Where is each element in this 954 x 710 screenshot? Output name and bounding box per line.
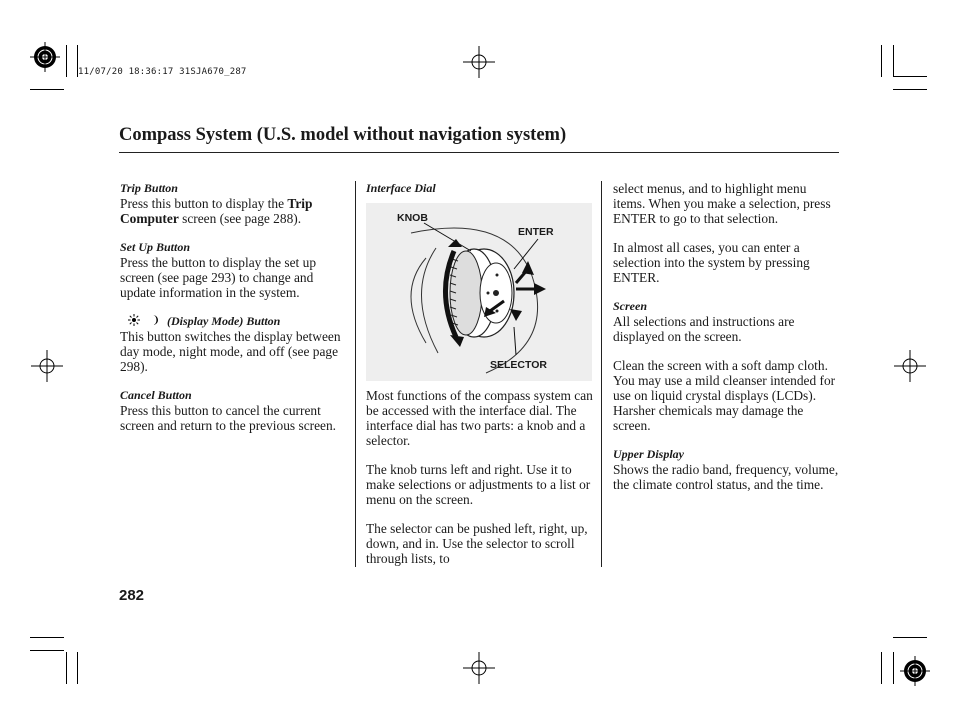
crosshair-mark-top-icon xyxy=(463,46,495,78)
crosshair-mark-right-icon xyxy=(894,350,926,382)
page-number: 282 xyxy=(119,587,145,604)
selector-continued: select menus, and to highlight menu items. When you make a selection, press ENTER to go to that selection. xyxy=(613,181,831,226)
crop-mark xyxy=(893,89,927,90)
column-left xyxy=(120,181,350,447)
page-title: Compass System (U.S. model without navigation system) xyxy=(119,125,567,145)
sun-moon-icon xyxy=(126,314,164,326)
interface-dial-figure xyxy=(366,203,592,381)
trip-computer-term: Trip Computer xyxy=(120,196,313,226)
crosshair-mark-bottom-icon xyxy=(463,652,495,684)
column-divider xyxy=(355,181,356,567)
screen-text-1: All selections and instructions are displayed on the screen. xyxy=(613,314,795,344)
column-middle-text xyxy=(366,388,594,580)
crop-mark xyxy=(66,45,67,77)
crop-mark xyxy=(881,652,882,684)
knob-label: KNOB xyxy=(397,212,428,224)
trip-button-section xyxy=(120,181,350,226)
setup-button-heading: Set Up Button xyxy=(120,240,191,254)
cancel-button-section xyxy=(120,388,350,433)
title-rule xyxy=(119,152,839,153)
display-mode-text: This button switches the display between day mode, night mode, and off (see page 298). xyxy=(120,329,341,374)
upper-display-heading: Upper Display xyxy=(613,447,684,461)
cancel-button-heading: Cancel Button xyxy=(120,388,192,402)
registration-mark-top-left-icon xyxy=(30,42,60,72)
column-middle xyxy=(366,181,594,196)
crop-mark xyxy=(893,45,894,77)
enter-label: ENTER xyxy=(518,226,554,238)
dial-para-2: The knob turns left and right. Use it to make selections or adjustments to a list or menu on the screen. xyxy=(366,462,591,507)
enter-para: In almost all cases, you can enter a selection into the system by pressing ENTER. xyxy=(613,240,810,285)
crop-mark xyxy=(30,650,64,651)
display-mode-heading-row xyxy=(120,314,350,329)
cancel-text: Press this button to cancel the current screen and return to the previous screen. xyxy=(120,403,337,433)
crosshair-mark-left-icon xyxy=(31,350,63,382)
crop-mark xyxy=(30,89,64,90)
crop-mark xyxy=(77,652,78,684)
trip-button-heading: Trip Button xyxy=(120,181,178,195)
screen-section xyxy=(613,299,841,344)
trip-text-pre: Press this button to display the xyxy=(120,196,288,211)
setup-button-section xyxy=(120,240,350,300)
crop-mark xyxy=(30,637,64,638)
screen-heading: Screen xyxy=(613,299,647,313)
print-timestamp: 11/07/20 18:36:17 31SJA670_287 xyxy=(78,67,247,77)
crop-mark xyxy=(881,45,882,77)
display-mode-heading: (Display Mode) Button xyxy=(167,314,281,328)
crop-mark xyxy=(893,76,927,77)
setup-text: Press the button to display the set up screen (see page 293) to change and update information in the system. xyxy=(120,255,317,300)
registration-mark-bottom-right-icon xyxy=(900,656,930,686)
upper-display-section xyxy=(613,447,841,492)
crop-mark xyxy=(66,652,67,684)
crop-mark xyxy=(893,652,894,684)
screen-text-2: Clean the screen with a soft damp cloth. You may use a mild cleanser intended for use on liquid crystal displays (LCDs). Harsher chemicals may damage the screen. xyxy=(613,358,836,433)
dial-para-1: Most functions of the compass system can be accessed with the interface dial. The interface dial has two parts: a knob and a selector. xyxy=(366,388,593,448)
trip-text-post: screen (see page 288). xyxy=(178,211,302,226)
display-mode-section xyxy=(120,314,350,374)
interface-dial-illustration xyxy=(366,203,592,381)
interface-dial-heading: Interface Dial xyxy=(366,181,436,195)
crop-mark xyxy=(893,637,927,638)
column-divider xyxy=(601,181,602,567)
upper-display-text: Shows the radio band, frequency, volume, the climate control status, and the time. xyxy=(613,462,839,492)
selector-label: SELECTOR xyxy=(490,359,547,371)
dial-para-3: The selector can be pushed left, right, up, down, and in. Use the selector to scroll through lists, to xyxy=(366,521,588,566)
column-right xyxy=(613,181,841,506)
